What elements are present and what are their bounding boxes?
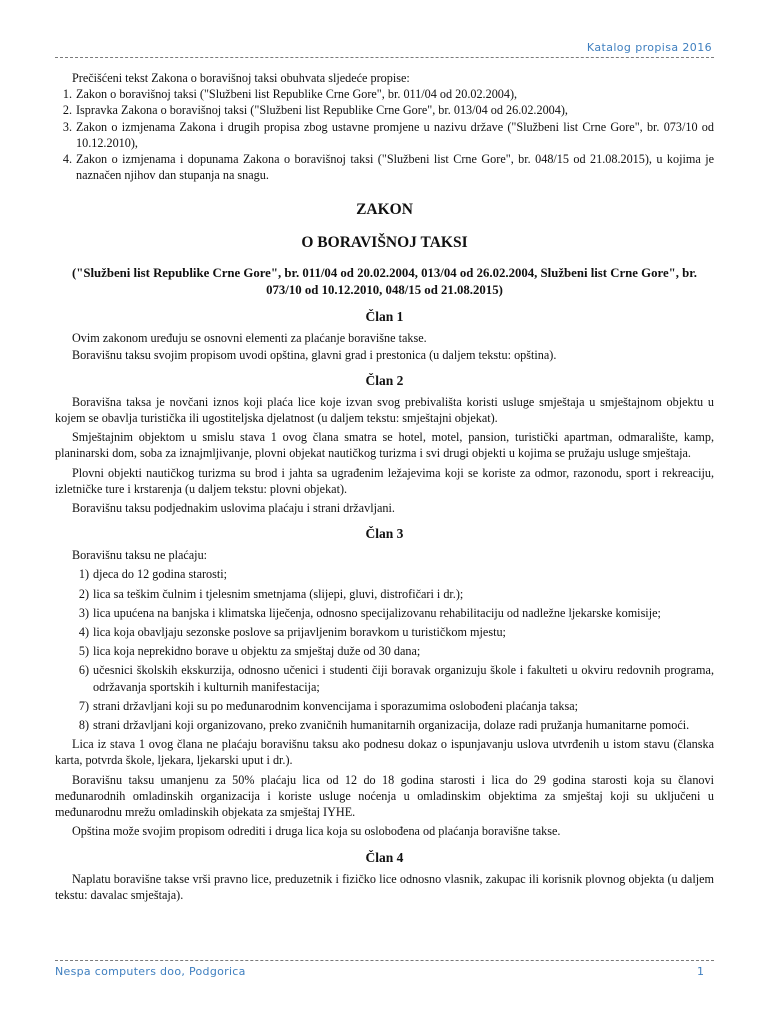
footer-company: Nespa computers doo, Podgorica bbox=[55, 965, 246, 978]
paragraph: Boravišnu taksu ne plaćaju: bbox=[72, 548, 208, 563]
paragraph: Naplatu boravišne takse vrši pravno lice, preduzetnik i fizičko lice odnosno vlasnik, zakupac ili korisnik plovnog objekta (u daljem tekstu: davalac smještaja). bbox=[55, 871, 714, 902]
article-heading: Član 1 bbox=[365, 309, 404, 325]
list-item-number: 6) bbox=[78, 663, 89, 678]
article-heading: Član 2 bbox=[365, 372, 404, 388]
exemptions-list bbox=[55, 566, 714, 733]
document-body bbox=[55, 70, 714, 906]
list-item bbox=[72, 717, 714, 733]
list-item-number: 3. bbox=[62, 119, 72, 134]
list-item bbox=[72, 566, 714, 582]
page-number: 1 bbox=[697, 965, 704, 978]
page-header bbox=[55, 40, 714, 58]
list-item bbox=[72, 586, 714, 602]
list-item-text: strani državljani koji su po međunarodnim konvencijama i sporazumima oslobođeni plaćanja taksa; bbox=[93, 698, 579, 713]
list-item-text: lica koja neprekidno borave u objektu za smještaj duže od 30 dana; bbox=[93, 644, 421, 659]
list-item-text: lica sa teškim čulnim i tjelesnim smetnjama (slijepi, gluvi, distrofičari i dr.); bbox=[93, 586, 464, 601]
list-item-number: 1) bbox=[78, 567, 89, 582]
list-item bbox=[72, 643, 714, 659]
paragraph: Ovim zakonom uređuju se osnovni elementi za plaćanje boravišne takse. bbox=[72, 331, 427, 346]
list-item-number: 2) bbox=[78, 586, 89, 601]
paragraph: Boravišnu taksu umanjenu za 50% plaćaju lica od 12 do 18 godina starosti i lica do 29 godina starosti koja su članovi međunarodnih omladinskih organizacija i koriste usluge noćenja u omladinskim objektima za smještaj koji su uključeni u međunarodnu mrežu omladinskih objekata za smještaj IYHE. bbox=[55, 772, 714, 820]
list-item-number: 3) bbox=[78, 605, 89, 620]
list-item-number: 8) bbox=[78, 718, 89, 733]
list-item bbox=[72, 698, 714, 714]
list-item-number: 5) bbox=[78, 644, 89, 659]
paragraph: Opština može svojim propisom odrediti i druga lica koja su oslobođena od plaćanja boravišne takse. bbox=[72, 824, 561, 839]
list-item-number: 4. bbox=[62, 152, 72, 167]
list-item-number: 4) bbox=[78, 625, 89, 640]
list-item-text: Zakon o izmjenama Zakona i drugih propisa zbog ustavne promjene u nazivu države ("Službeni list Crne Gore", br. 073/10 od 10.12.2010), bbox=[76, 119, 714, 150]
paragraph: Smještajnim objektom u smislu stava 1 ovog člana smatra se hotel, motel, pansion, turistički apartman, odmaralište, kamp, planinarski dom, soba za iznajmljivanje, plovni objekat nautičkog turizma i svi drugi objekti u kojima se pružaju usluge smještaja. bbox=[55, 430, 714, 461]
paragraph: Boravišnu taksu podjednakim uslovima plaćaju i strani državljani. bbox=[72, 501, 395, 516]
paragraph: Boravišnu taksu svojim propisom uvodi opština, glavni grad i prestonica (u daljem tekstu: opština). bbox=[72, 347, 557, 362]
list-item bbox=[55, 151, 714, 183]
list-item-number: 1. bbox=[62, 87, 72, 102]
list-item-text: Zakon o boravišnoj taksi ("Službeni list Republike Crne Gore", br. 011/04 od 20.02.2004), bbox=[76, 87, 518, 102]
list-item-text: učesnici školskih ekskurzija, odnosno učenici i studenti čiji boravak organizuju škole i fakulteti u okviru redovnih programa, održavanja sportskih i kulturnih manifestacija; bbox=[93, 663, 714, 694]
law-name: O BORAVIŠNOJ TAKSI bbox=[301, 234, 468, 252]
list-item bbox=[55, 86, 714, 102]
article-heading: Član 4 bbox=[365, 849, 404, 865]
intro-list bbox=[55, 86, 714, 183]
list-item bbox=[72, 662, 714, 694]
list-item-text: Zakon o izmjenama i dopunama Zakona o boravišnoj taksi ("Službeni list Crne Gore", br. 048/15 od 21.08.2015), u kojima je naznačen njihov dan stupanja na snagu. bbox=[76, 152, 714, 183]
list-item-text: Ispravka Zakona o boravišnoj taksi ("Službeni list Republike Crne Gore", br. 013/04 od 26.02.2004), bbox=[76, 103, 568, 118]
page-footer bbox=[55, 960, 714, 981]
article-heading: Član 3 bbox=[365, 526, 404, 542]
law-title: ZAKON bbox=[356, 201, 413, 219]
list-item bbox=[55, 102, 714, 118]
list-item bbox=[72, 605, 714, 621]
header-title: Katalog propisa 2016 bbox=[586, 41, 712, 54]
paragraph: Boravišna taksa je novčani iznos koji plaća lice koje izvan svog prebivališta koristi usluge smještaja u smještajnom objektu u kojem se obavlja turistička ili ugostiteljska djelatnost (u daljem tekstu: smještajni objekat). bbox=[55, 394, 714, 426]
list-item-text: strani državljani koji organizovano, preko zvaničnih humanitarnih organizacija, dolaze radi pružanja humanitarne pomoći. bbox=[93, 718, 690, 733]
list-item-text: lica upućena na banjska i klimatska liječenja, odnosno specijalizovanu rehabilitaciju od nadležne ljekarske komisije; bbox=[93, 605, 661, 620]
list-item-number: 7) bbox=[78, 698, 89, 713]
paragraph: Lica iz stava 1 ovog člana ne plaćaju boravišnu taksu ako podnesu dokaz o ispunjavanju uslova utvrđenih u istom stavu (članska karta, potvrda škole, ljekara, ljekarski uput i dr.). bbox=[55, 737, 714, 768]
list-item bbox=[55, 119, 714, 151]
list-item-text: djeca do 12 godina starosti; bbox=[93, 567, 228, 582]
list-item bbox=[72, 624, 714, 640]
list-item-text: lica koja obavljaju sezonske poslove sa prijavljenim boravkom u turističkom mjestu; bbox=[93, 625, 506, 640]
law-gazette: ("Službeni list Republike Crne Gore", br. 011/04 od 20.02.2004, 013/04 od 26.02.2004, Službeni list Crne Gore", br. 073/10 od 10.12.2010, 048/15 od 21.08.2015) bbox=[72, 266, 697, 298]
intro-lead: Prečišćeni tekst Zakona o boravišnoj taksi obuhvata sljedeće propise: bbox=[72, 71, 410, 85]
paragraph: Plovni objekti nautičkog turizma su brod i jahta sa ugrađenim ležajevima koji se koriste za odmor, razonodu, sport i rekreaciju, izletničke ture i krstarenja (u daljem tekstu: plovni objekat). bbox=[55, 465, 714, 496]
list-item-number: 2. bbox=[62, 103, 72, 118]
